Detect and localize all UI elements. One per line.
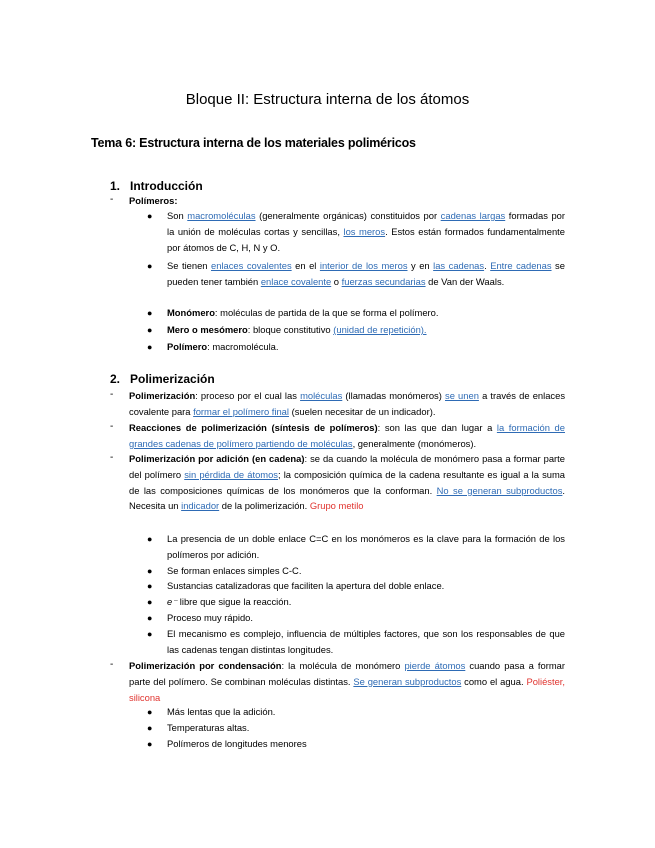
section-title: Polimerización xyxy=(130,372,215,386)
bullet-icon: ● xyxy=(147,342,153,352)
dash-marker: - xyxy=(110,421,114,432)
section-heading-polimerizacion xyxy=(110,372,215,386)
section-number: 1. xyxy=(110,179,121,193)
paragraph-polimerizacion: Polimerización: proceso por el cual las moléculas (llamadas monómeros) se unen a través de enlaces covalente para formar el polímero final (suelen necesitar de un indicador). xyxy=(129,390,566,417)
list-item-enlaces: Se tienen enlaces covalentes en el interior de los meros y en las cadenas. Entre cadenas se pueden tener también enlace covalente o fuerzas secundarias de Van der Waals. xyxy=(167,260,565,287)
bullet-icon: ● xyxy=(147,566,153,576)
dash-marker: - xyxy=(110,194,114,205)
paragraph-condensacion: Polimerización por condensación: la molécula de monómero pierde átomos cuando pasa a formar parte del polímero. Se combinan moléculas distintas. Se generan subproductos como el agua. Poliéster, silicona xyxy=(129,660,566,703)
highlight-grupo-metilo: Grupo metilo xyxy=(309,500,364,512)
section-number: 2. xyxy=(110,372,121,386)
list-item-polimero: Polímero: macromolécula. xyxy=(167,341,279,352)
list-item-mero: Mero o mesómero: bloque constitutivo (unidad de repetición). xyxy=(167,324,427,335)
bullet-icon: ● xyxy=(147,581,153,591)
link-enlace-covalente[interactable]: enlace covalente xyxy=(260,275,332,287)
link-los-meros[interactable]: los meros xyxy=(343,225,386,237)
bullet-icon: ● xyxy=(147,597,153,607)
list-item-temperaturas: Temperaturas altas. xyxy=(167,722,250,733)
list-item-catalizadoras: Sustancias catalizadoras que faciliten la apertura del doble enlace. xyxy=(167,580,445,591)
list-item-mecanismo: El mecanismo es complejo, influencia de múltiples factores, que son los responsables de que las cadenas tengan distintas longitudes. xyxy=(167,628,565,655)
list-item-doble-enlace: La presencia de un doble enlace C=C en los monómeros es la clave para la formación de los polímeros por adición. xyxy=(167,533,565,560)
link-formacion-cadenas[interactable]: la formación de grandes cadenas de polímero partiendo de moléculas xyxy=(129,422,565,449)
link-fuerzas-secundarias[interactable]: fuerzas secundarias xyxy=(341,275,426,287)
bullet-icon: ● xyxy=(147,534,153,544)
bullet-icon: ● xyxy=(147,613,153,623)
list-item-enlaces-simples: Se forman enlaces simples C-C. xyxy=(167,565,302,576)
list-item-macromoleculas: Son macromoléculas (generalmente orgánicas) constituidos por cadenas largas formadas por la unión de moléculas cortas y sencillas, los meros. Estos están formados fundamentalmente por átomos de C, H, N y O. xyxy=(167,210,566,253)
bullet-icon: ● xyxy=(147,308,153,318)
link-se-unen[interactable]: se unen xyxy=(445,390,479,401)
electron-symbol: e⁻ xyxy=(167,596,178,607)
link-enlaces-covalentes[interactable]: enlaces covalentes xyxy=(211,260,292,271)
bullet-icon: ● xyxy=(147,211,153,221)
bullet-icon: ● xyxy=(147,739,153,749)
link-macromoleculas[interactable]: macromoléculas xyxy=(187,210,256,221)
paragraph-reacciones: Reacciones de polimerización (síntesis de polímeros): son las que dan lugar a la formación de grandes cadenas de polímero partiendo de moléculas, generalmente (monómeros). xyxy=(129,422,565,449)
highlight-poliester: Poliéster, silicona xyxy=(129,675,566,703)
list-item-monomero: Monómero: moléculas de partida de la que se forma el polímero. xyxy=(167,307,439,318)
list-item-rapido: Proceso muy rápido. xyxy=(167,612,253,623)
link-generan-subproductos[interactable]: Se generan subproductos xyxy=(353,675,462,687)
link-unidad-repeticion[interactable]: (unidad de repetición). xyxy=(333,324,427,335)
list-item-electron-libre: e⁻ libre que sigue la reacción. xyxy=(167,596,292,607)
bullet-icon: ● xyxy=(147,707,153,717)
section-heading-introduccion xyxy=(110,179,203,193)
link-interior-meros[interactable]: interior de los meros xyxy=(319,260,408,271)
topic-title: Tema 6: Estructura interna de los materiales poliméricos xyxy=(91,136,416,150)
paragraph-adicion: Polimerización por adición (en cadena): se da cuando la molécula de monómero pasa a formar parte del polímero sin pérdida de átomos; la composición química de la cadena resultante es igual a la suma de las composiciones químicas de los monómeros que la conforman. No se generan subproductos. Necesita un indicador de la polimerización. Grupo metilo xyxy=(129,453,565,512)
link-entre-cadenas[interactable]: Entre cadenas xyxy=(490,260,552,271)
link-sin-perdida-atomos[interactable]: sin pérdida de átomos xyxy=(184,468,278,480)
dash-marker: - xyxy=(110,452,114,463)
link-pierde-atomos[interactable]: pierde átomos xyxy=(404,660,466,671)
dash-marker: - xyxy=(110,659,114,670)
list-item-longitudes: Polímeros de longitudes menores xyxy=(167,738,307,749)
link-las-cadenas[interactable]: las cadenas xyxy=(433,260,485,271)
polimeros-label: Polímeros: xyxy=(129,195,178,206)
bullet-icon: ● xyxy=(147,723,153,733)
link-cadenas-largas[interactable]: cadenas largas xyxy=(440,210,506,221)
link-no-subproductos[interactable]: No se generan subproductos xyxy=(436,484,563,496)
bullet-icon: ● xyxy=(147,325,153,335)
section-title: Introducción xyxy=(130,179,203,193)
link-formar-polimero-final[interactable]: formar el polímero final xyxy=(193,405,289,417)
list-item-lentas: Más lentas que la adición. xyxy=(167,706,276,717)
page-title: Bloque II: Estructura interna de los átomos xyxy=(185,91,470,108)
bullet-icon: ● xyxy=(147,629,153,639)
link-moleculas[interactable]: moléculas xyxy=(300,390,343,401)
bullet-icon: ● xyxy=(147,261,153,271)
link-indicador[interactable]: indicador xyxy=(181,500,220,512)
dash-marker: - xyxy=(110,389,114,400)
